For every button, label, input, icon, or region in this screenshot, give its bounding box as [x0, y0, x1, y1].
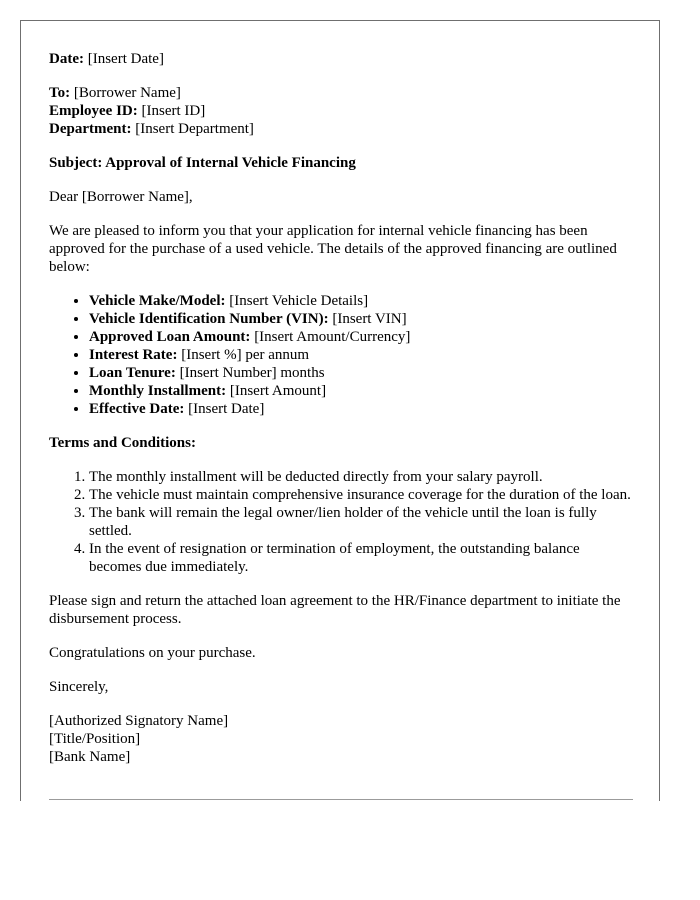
to-line [49, 84, 631, 102]
detail-label: Effective Date: [89, 401, 185, 417]
detail-label: Loan Tenure: [89, 365, 176, 381]
list-item [89, 382, 631, 400]
footer-divider [49, 799, 633, 800]
department-line [49, 120, 631, 138]
department-label: Department: [49, 121, 132, 137]
list-item [89, 364, 631, 382]
list-item [89, 328, 631, 346]
employee-id-value: [Insert ID] [137, 103, 206, 119]
to-value: [Borrower Name] [70, 85, 181, 101]
detail-value: [Insert %] per annum [177, 347, 310, 363]
list-item: 2. The vehicle must maintain comprehensive insurance coverage for the duration of the loan. [89, 486, 631, 504]
department-value: [Insert Department] [131, 121, 254, 137]
to-label: To: [49, 85, 71, 101]
list-item: 1. The monthly installment will be deducted directly from your salary payroll. [89, 468, 631, 486]
signatory-name: [Authorized Signatory Name] [49, 713, 229, 729]
list-item: 3. The bank will remain the legal owner/lien holder of the vehicle until the loan is fully settled. [89, 504, 631, 540]
list-item [89, 292, 631, 310]
detail-value: [Insert VIN] [328, 311, 407, 327]
list-item [89, 400, 631, 418]
detail-label: Approved Loan Amount: [89, 329, 251, 345]
letter [20, 20, 660, 801]
salutation: Dear [Borrower Name], [49, 189, 193, 205]
detail-label: Vehicle Identification Number (VIN): [89, 311, 329, 327]
detail-value: [Insert Date] [184, 401, 265, 417]
subject-line: Subject: Approval of Internal Vehicle Financing [49, 155, 356, 171]
list-item: 4. In the event of resignation or termination of employment, the outstanding balance becomes due immediately. [89, 540, 631, 576]
terms-list [49, 468, 631, 576]
recipient-block [49, 84, 631, 138]
detail-label: Vehicle Make/Model: [89, 293, 226, 309]
date-label: Date: [49, 51, 84, 67]
signature-block [49, 712, 631, 766]
list-item [89, 310, 631, 328]
detail-value: [Insert Amount/Currency] [250, 329, 411, 345]
signoff: Sincerely, [49, 679, 109, 695]
closing-instruction: Please sign and return the attached loan agreement to the HR/Finance department to initiate the disbursement process. [49, 593, 621, 627]
detail-label: Monthly Installment: [89, 383, 227, 399]
date-value: [Insert Date] [83, 51, 164, 67]
employee-id-label: Employee ID: [49, 103, 138, 119]
intro-paragraph: We are pleased to inform you that your application for internal vehicle financing has been approved for the purchase of a used vehicle. The details of the approved financing are outlined below: [49, 223, 617, 275]
detail-value: [Insert Vehicle Details] [225, 293, 369, 309]
detail-value: [Insert Amount] [226, 383, 327, 399]
employee-id-line [49, 102, 631, 120]
detail-label: Interest Rate: [89, 347, 178, 363]
signatory-title: [Title/Position] [49, 731, 141, 747]
list-item [89, 346, 631, 364]
congratulations-line: Congratulations on your purchase. [49, 645, 256, 661]
bank-name: [Bank Name] [49, 749, 131, 765]
terms-heading: Terms and Conditions: [49, 435, 196, 451]
financing-details-list [49, 292, 631, 418]
detail-value: [Insert Number] months [175, 365, 325, 381]
date-line [49, 50, 631, 68]
